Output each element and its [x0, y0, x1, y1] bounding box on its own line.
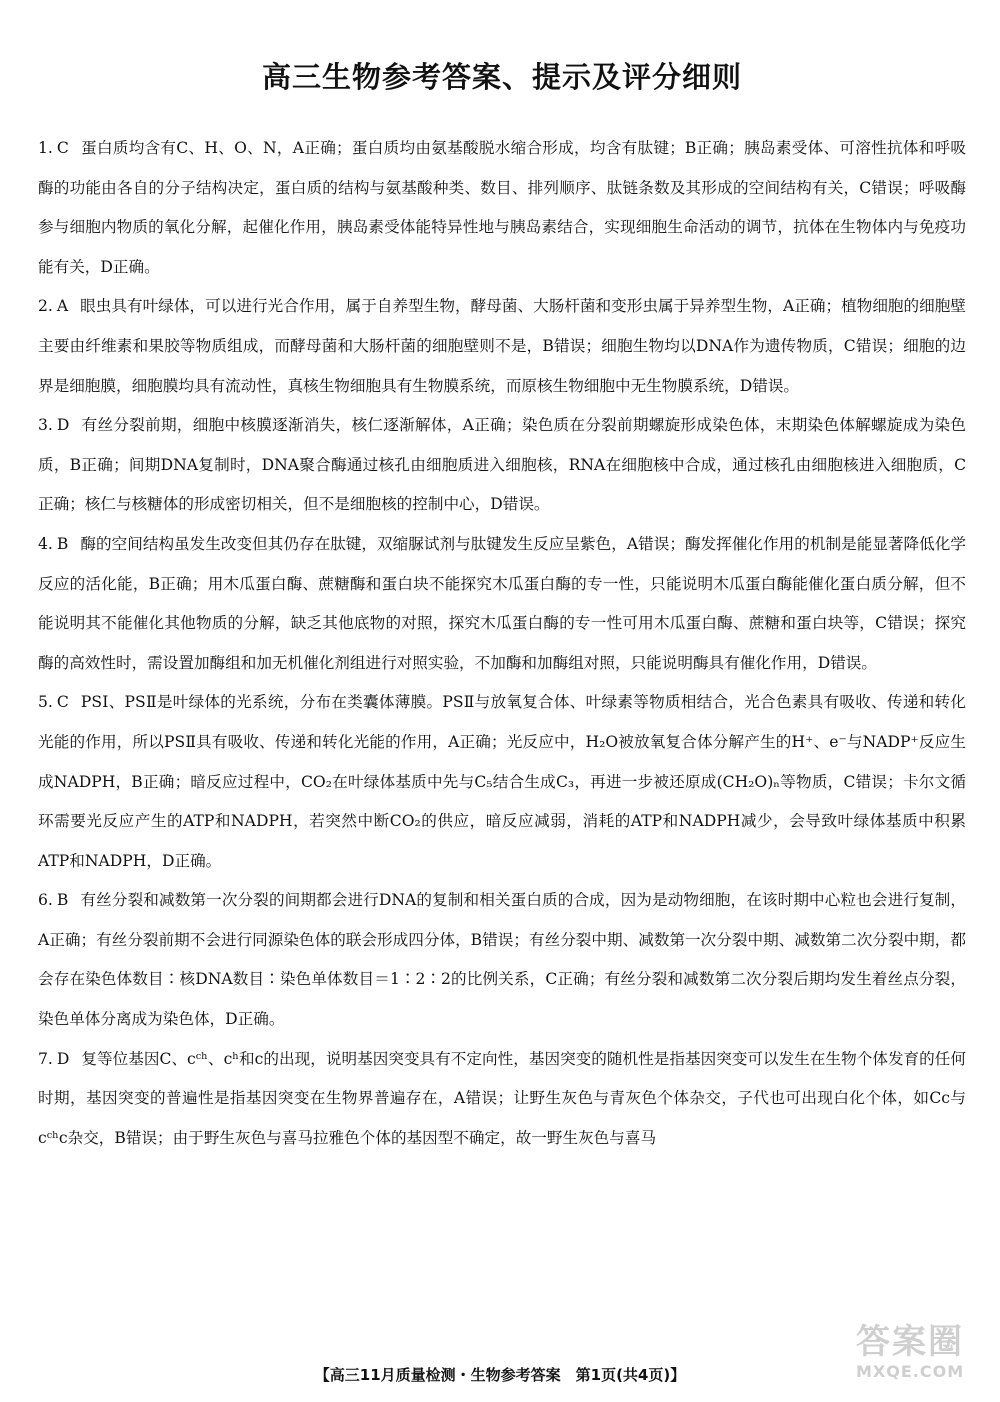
- answer-item-7: [38, 1040, 966, 1159]
- answer-item-3: [38, 406, 966, 525]
- item-explanation: 复等位基因C、cᶜʰ、cʰ和c的出现，说明基因突变具有不定向性，基因突变的随机性是指基因突变可以发生在生物个体发育的任何时期，基因突变的普遍性是指基因突变在生物界普遍存在，A错误；让野生灰色与青灰色个体杂交，子代也可出现白化个体，如Cc与cᶜʰc杂交，B错误；由于野生灰色与喜马拉雅色个体的基因型不确定，故一野生灰色与喜马: [38, 1049, 966, 1147]
- page-title: 高三生物参考答案、提示及评分细则: [261, 60, 742, 94]
- item-answer: A: [56, 297, 69, 316]
- item-answer: B: [56, 891, 69, 910]
- answer-item-2: [38, 287, 966, 406]
- watermark-url: MXQE.COM: [856, 1362, 965, 1381]
- item-answer: B: [56, 534, 69, 553]
- item-number: 6.: [38, 891, 53, 910]
- item-number: 5.: [38, 693, 53, 712]
- item-number: 3.: [38, 416, 53, 435]
- item-explanation: PSⅠ、PSⅡ是叶绿体的光系统，分布在类囊体薄膜。PSⅡ与放氧复合体、叶绿素等物质相结合，光合色素具有吸收、传递和转化光能的作用，所以PSⅡ具有吸收、传递和转化光能的作用，A正确；光反应中，H₂O被放氧复合体分解产生的H⁺、e⁻与NADP⁺反应生成NADPH，B正确；暗反应过程中，CO₂在叶绿体基质中先与C₅结合生成C₃，再进一步被还原成(CH₂O)ₙ等物质，C错误；卡尔文循环需要光反应产生的ATP和NADPH，若突然中断CO₂的供应，暗反应减弱，消耗的ATP和NADPH减少，会导致叶绿体基质中积累ATP和NADPH，D正确。: [38, 693, 966, 870]
- item-explanation: 有丝分裂和减数第一次分裂的间期都会进行DNA的复制和相关蛋白质的合成，因为是动物细胞，在该时期中心粒也会进行复制，A正确；有丝分裂前期不会进行同源染色体的联会形成四分体，B错误；有丝分裂中期、减数第一次分裂中期、减数第二次分裂中期，都会存在染色体数目∶核DNA数目∶染色单体数目＝1∶2∶2的比例关系，C正确；有丝分裂和减数第二次分裂后期均发生着丝点分裂，染色单体分离成为染色体，D正确。: [38, 891, 966, 1029]
- watermark-logo-text: 答案圈: [856, 1322, 964, 1362]
- item-explanation: 蛋白质均含有C、H、O、N，A正确；蛋白质均由氨基酸脱水缩合形成，均含有肽键；B正确；胰岛素受体、可溶性抗体和呼吸酶的功能由各自的分子结构决定，蛋白质的结构与氨基酸种类、数目、排列顺序、肽链条数及其形成的空间结构有关，C错误；呼吸酶参与细胞内物质的氧化分解，起催化作用，胰岛素受体能特异性地与胰岛素结合，实现细胞生命活动的调节，抗体在生物体内与免疫功能有关，D正确。: [38, 139, 966, 276]
- answer-item-4: [38, 525, 966, 683]
- item-answer: C: [56, 693, 69, 712]
- item-explanation: 有丝分裂前期，细胞中核膜逐渐消失，核仁逐渐解体，A正确；染色质在分裂前期螺旋形成染色体，末期染色体解螺旋成为染色质，B正确；间期DNA复制时，DNA聚合酶通过核孔由细胞质进入细胞核，RNA在细胞核中合成，通过核孔由细胞核进入细胞质，C正确；核仁与核糖体的形成密切相关，但不是细胞核的控制中心，D错误。: [38, 416, 966, 514]
- answer-item-6: [38, 881, 966, 1039]
- page-footer: 【高三11月质量检测・生物参考答案 第1页(共4页)】: [314, 1366, 686, 1384]
- answer-list: [38, 129, 966, 1158]
- answer-item-5: [38, 683, 966, 881]
- item-answer: D: [56, 416, 70, 435]
- item-explanation: 酶的空间结构虽发生改变但其仍存在肽键，双缩脲试剂与肽键发生反应呈紫色，A错误；酶发挥催化作用的机制是能显著降低化学反应的活化能，B正确；用木瓜蛋白酶、蔗糖酶和蛋白块不能探究木瓜蛋白酶的专一性，只能说明木瓜蛋白酶能催化蛋白质分解，但不能说明其不能催化其他物质的分解，缺乏其他底物的对照，探究木瓜蛋白酶的专一性可用木瓜蛋白酶、蔗糖和蛋白块等，C错误；探究酶的高效性时，需设置加酶组和加无机催化剂组进行对照实验，不加酶和加酶组对照，只能说明酶具有催化作用，D错误。: [38, 534, 966, 672]
- item-number: 4.: [38, 534, 53, 553]
- item-answer: C: [56, 139, 69, 157]
- answer-item-1: [38, 129, 966, 287]
- watermark-logo: [856, 1322, 976, 1392]
- item-explanation: 眼虫具有叶绿体，可以进行光合作用，属于自养型生物，酵母菌、大肠杆菌和变形虫属于异养型生物，A正确；植物细胞的细胞壁主要由纤维素和果胶等物质组成，而酵母菌和大肠杆菌的细胞壁则不是，B错误；细胞生物均以DNA作为遗传物质，C错误；细胞的边界是细胞膜，细胞膜均具有流动性，真核生物细胞具有生物膜系统，而原核生物细胞中无生物膜系统，D错误。: [38, 297, 966, 395]
- item-number: 1.: [38, 139, 53, 157]
- item-answer: D: [56, 1049, 70, 1068]
- item-number: 2.: [38, 297, 53, 316]
- item-number: 7.: [38, 1049, 53, 1068]
